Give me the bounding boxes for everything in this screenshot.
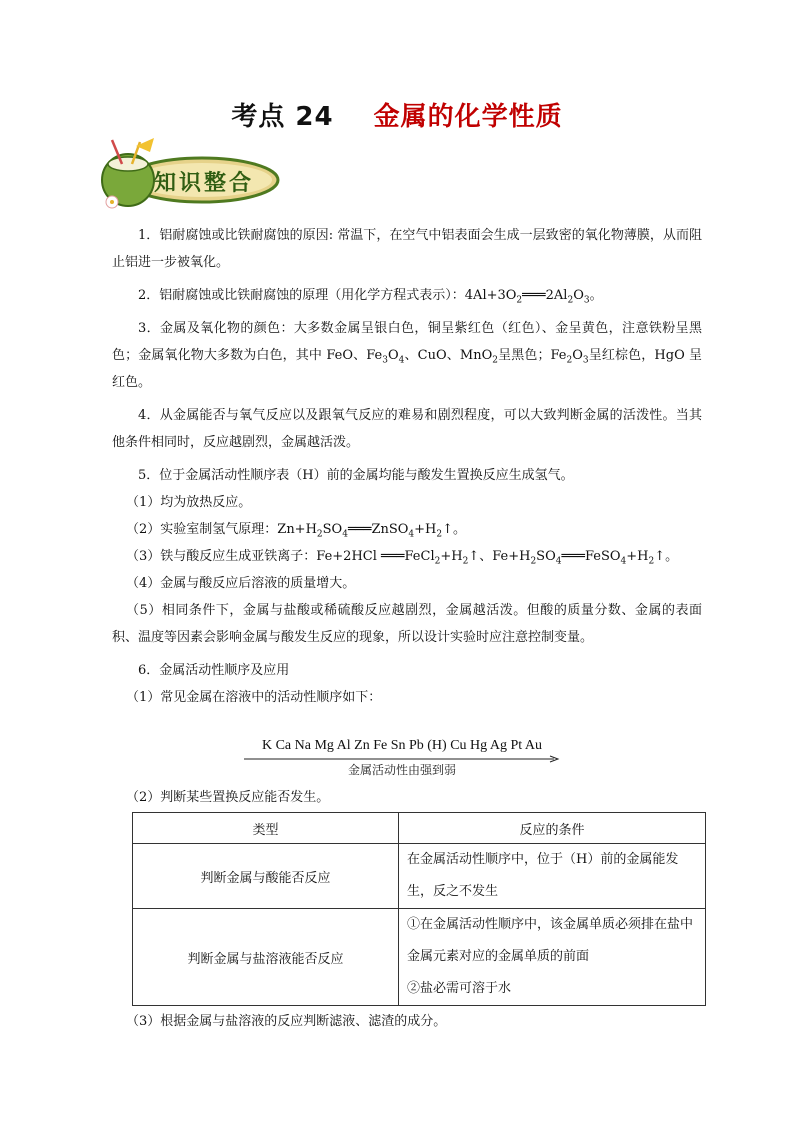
table-header-row [133, 813, 706, 844]
point-5-4: （4）金属与酸反应后溶液的质量增大。 [126, 576, 356, 591]
point-6-2: （2）判断某些置换反应能否发生。 [126, 790, 330, 805]
condition-2: ②盐必需可溶于水 [407, 981, 512, 996]
table-cell-condition [399, 909, 706, 1006]
knowledge-badge [92, 136, 282, 216]
equation-al-oxidation: $4Al+3O_2═══2Al_2O_3$。 [464, 288, 603, 306]
point-5-3 [112, 543, 702, 570]
table-row [133, 844, 706, 909]
table-row [133, 909, 706, 1006]
point-2-text: 2．铝耐腐蚀或比铁耐腐蚀的原理（用化学方程式表示）： [138, 288, 465, 303]
point-4: 4．从金属能否与氧气反应以及跟氧气反应的难易和剧烈程度，可以大致判断金属的活泼性。当其他条件相同时，反应越剧烈，金属越活泼。 [112, 408, 702, 450]
activity-series-caption: 金属活动性由强到弱 [347, 763, 456, 777]
table-header-type: 类型 [133, 813, 399, 844]
reaction-conditions-table [132, 812, 706, 1006]
table-cell-type: 判断金属与盐溶液能否反应 [133, 909, 399, 1006]
table-cell-type: 判断金属与酸能否反应 [133, 844, 399, 909]
point-6: 6．金属活动性顺序及应用 [138, 663, 290, 678]
point-5-1: （1）均为放热反应。 [126, 495, 252, 510]
point-6-1: （1）常见金属在溶液中的活动性顺序如下： [126, 690, 382, 705]
point-6-3: （3）根据金属与盐溶液的反应判断滤液、滤渣的成分。 [126, 1014, 447, 1029]
point-5: 5．位于金属活动性顺序表（H）前的金属均能与酸发生置换反应生成氢气。 [138, 468, 574, 483]
table-cell-condition: 在金属活动性顺序中，位于（H）前的金属能发生，反之不发生 [399, 844, 706, 909]
equation-fe-acid: Fe+2HCl $═══FeCl_2+H_2↑$、$Fe+H_2SO_4═══FeSO_4+H_2↑$。 [316, 549, 679, 567]
point-3-part: 呈黑色；Fe [497, 348, 567, 363]
point-5-3-text: （3）铁与酸反应生成亚铁离子： [126, 549, 317, 564]
condition-1: ①在金属活动性顺序中，该金属单质必须排在盐中金属元素对应的金属单质的前面 [407, 917, 694, 964]
title-topic-number: 考点 24 [231, 102, 334, 132]
title-topic-name: 金属的化学性质 [373, 102, 563, 132]
activity-series [244, 738, 560, 778]
point-3-part: 、CuO、MnO [404, 348, 493, 363]
point-5-2-text: （2）实验室制氢气原理： [126, 522, 278, 537]
point-3-part: 呈红棕色，HgO 呈红色。 [112, 348, 702, 390]
point-5-5: （5）相同条件下，金属与盐酸或稀硫酸反应越剧烈，金属越活泼。但酸的质量分数、金属的表面积、温度等因素会影响金属与酸发生反应的现象，所以设计实验时应注意控制变量。 [112, 603, 702, 645]
point-2 [112, 282, 702, 309]
equation-zn-h2so4: $Zn+H_2SO_4═══ZnSO_4+H_2↑$。 [277, 522, 467, 540]
point-3: 3．金属及氧化物的颜色：大多数金属呈银白色，铜呈紫红色（红色）、金呈黄色，注意铁粉呈黑色；金属氧化物大多数为白色，其中 FeO、$Fe_3O_4$、CuO、MnO$_2$呈黑色；$Fe_2O_3$呈红棕色，HgO 呈红色。 [112, 321, 702, 390]
point-1: 1．铝耐腐蚀或比铁耐腐蚀的原因: 常温下，在空气中铝表面会生成一层致密的氧化物薄膜，从而阻止铝进一步被氧化。 [112, 228, 702, 270]
content-body [112, 222, 702, 711]
activity-series-metals: K Ca Na Mg Al Zn Fe Sn Pb (H) Cu Hg Ag Pt Au [261, 738, 543, 753]
table-header-condition: 反应的条件 [399, 813, 706, 844]
badge-text: 知识整合 [154, 171, 255, 196]
point-3-part: 3．金属及氧化物的颜色：大多数金属呈银白色，铜呈紫红色（红色）、金呈黄色，注意铁粉呈黑色；金属氧化物大多数为白色，其中 FeO、Fe [112, 321, 702, 363]
point-5-2 [112, 516, 702, 543]
page-title [0, 96, 794, 133]
